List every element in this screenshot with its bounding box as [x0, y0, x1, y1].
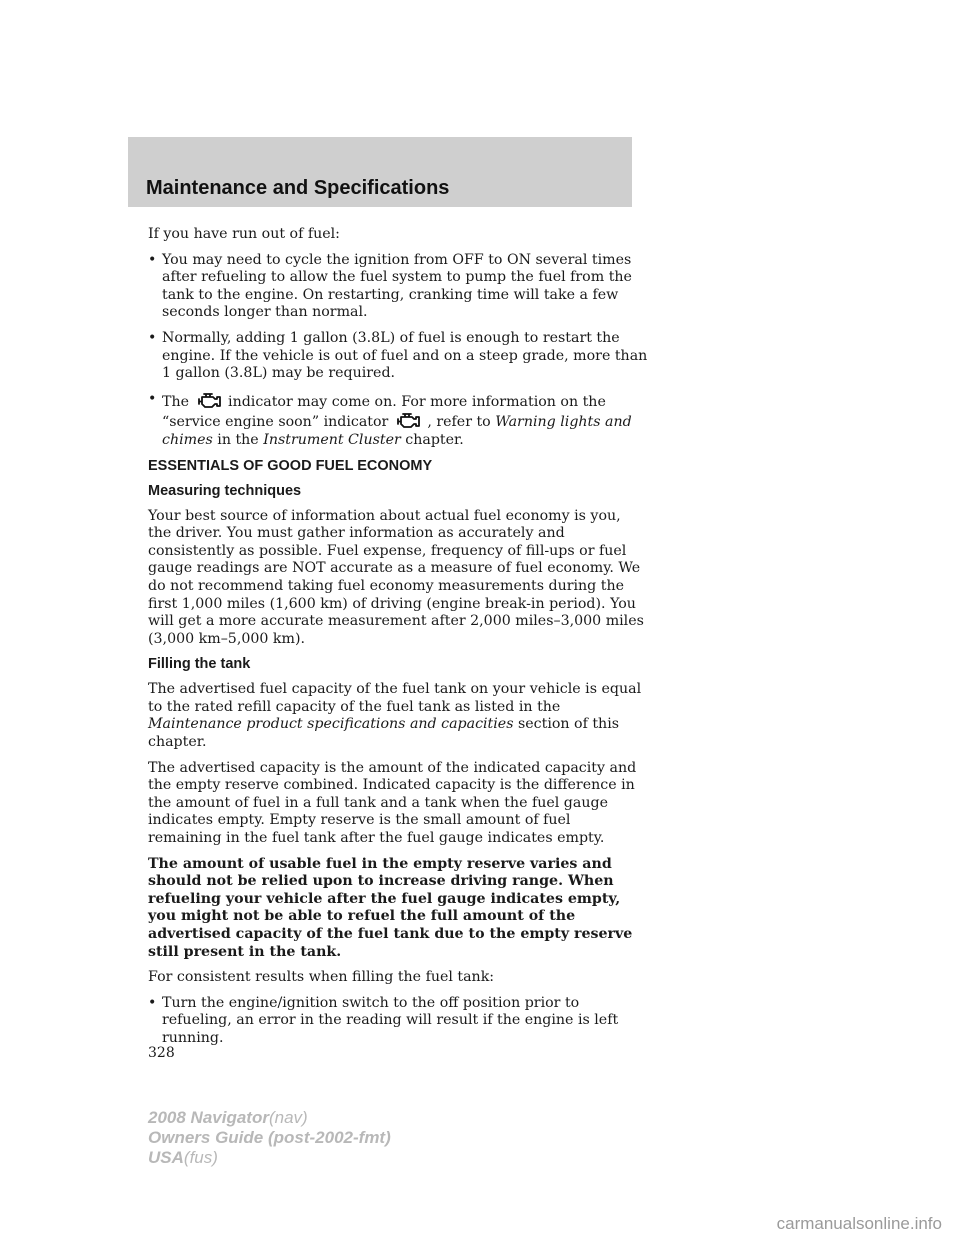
engine-icon [196, 391, 222, 409]
paragraph-text: The advertised fuel capacity of the fuel tank on your vehicle is equal to the rated refill capacity of the fuel tank as listed in the [148, 681, 642, 715]
out-of-fuel-list [148, 252, 648, 450]
intro-text: If you have run out of fuel: [148, 226, 340, 242]
paragraph: Your best source of information about actual fuel economy is you, the driver. You must gather information as accurately and consistently as possible. Fuel expense, frequency of fill-ups or fuel gauge readings are NOT accurate as a measure of fuel economy. We do not recommend taking fuel economy measurements during the first 1,000 miles (1,600 km) of driving (engine break-in period). You will get a more accurate measurement after 2,000 miles–3,000 miles (3,000 km–5,000 km). [148, 507, 644, 647]
section-heading: ESSENTIALS OF GOOD FUEL ECONOMY [148, 457, 433, 474]
list-item [148, 330, 648, 383]
list-item-text: Normally, adding 1 gallon (3.8L) of fuel is enough to restart the engine. If the vehicle is out of fuel and on a steep grade, more than 1 gallon (3.8L) may be required. [162, 329, 648, 382]
page-content [148, 226, 648, 1056]
paragraph-text: section of this chapter. [148, 716, 620, 751]
footer-line [148, 1148, 391, 1168]
bullet-mark: • [148, 251, 157, 268]
list-item-text: in the [217, 431, 259, 448]
footer-market: USA [148, 1148, 184, 1167]
footer-line [148, 1108, 391, 1128]
watermark: carmanualsonline.info [776, 1214, 942, 1233]
footer-line: Owners Guide (post-2002-fmt) [148, 1128, 391, 1147]
bullet-mark: • [148, 329, 157, 346]
subsection-heading: Measuring techniques [148, 482, 302, 499]
bullet-mark: • [148, 994, 157, 1011]
warning-paragraph: The amount of usable fuel in the empty reserve varies and should not be relied upon to increase driving range. When refueling your vehicle after the fuel gauge indicates empty, you might not be able to refuel the full amount of the advertised capacity of the fuel tank due to the empty reserve still present in the tank. [148, 855, 633, 960]
page-title: Maintenance and Specifications [146, 177, 450, 199]
footer-code: (nav) [268, 1108, 308, 1127]
list-item-text: indicator may come on. For more information on the “service engine soon” indicator [162, 393, 606, 431]
paragraph: For consistent results when filling the fuel tank: [148, 969, 495, 986]
paragraph [148, 681, 648, 751]
list-item [148, 995, 648, 1048]
filling-list [148, 995, 648, 1048]
list-item-text: The [162, 393, 189, 410]
engine-icon [395, 411, 421, 429]
footer-code: (fus) [183, 1148, 218, 1167]
list-item-text: , refer to [427, 414, 491, 431]
header-bar [128, 137, 632, 207]
subsection-heading: Filling the tank [148, 656, 251, 673]
footer-model: 2008 Navigator [148, 1108, 269, 1127]
document-footer [148, 1108, 391, 1168]
bullet-mark: • [148, 390, 157, 407]
paragraph: The advertised capacity is the amount of the indicated capacity and the empty reserve combined. Indicated capacity is the difference in the amount of fuel in a full tank and a tank when the fuel gauge indicates empty. Empty reserve is the small amount of fuel remaining in the fuel tank after the fuel gauge indicates empty. [148, 759, 637, 847]
list-item-text: chapter. [405, 431, 464, 448]
chapter-reference: Warning lights and chimes [162, 414, 632, 448]
page-number: 328 [148, 1045, 175, 1061]
list-item [148, 252, 648, 322]
list-item-text: You may need to cycle the ignition from OFF to ON several times after refueling to allow the fuel system to pump the fuel from the tank to the engine. On restarting, cranking time will take a few seconds longer than normal. [162, 251, 632, 321]
list-item-text: Turn the engine/ignition switch to the off position prior to refueling, an error in the reading will result if the engine is left running. [162, 994, 619, 1046]
section-reference: Maintenance product specifications and capacities [148, 716, 514, 733]
list-item [148, 391, 648, 450]
chapter-reference: Instrument Cluster [263, 431, 401, 448]
